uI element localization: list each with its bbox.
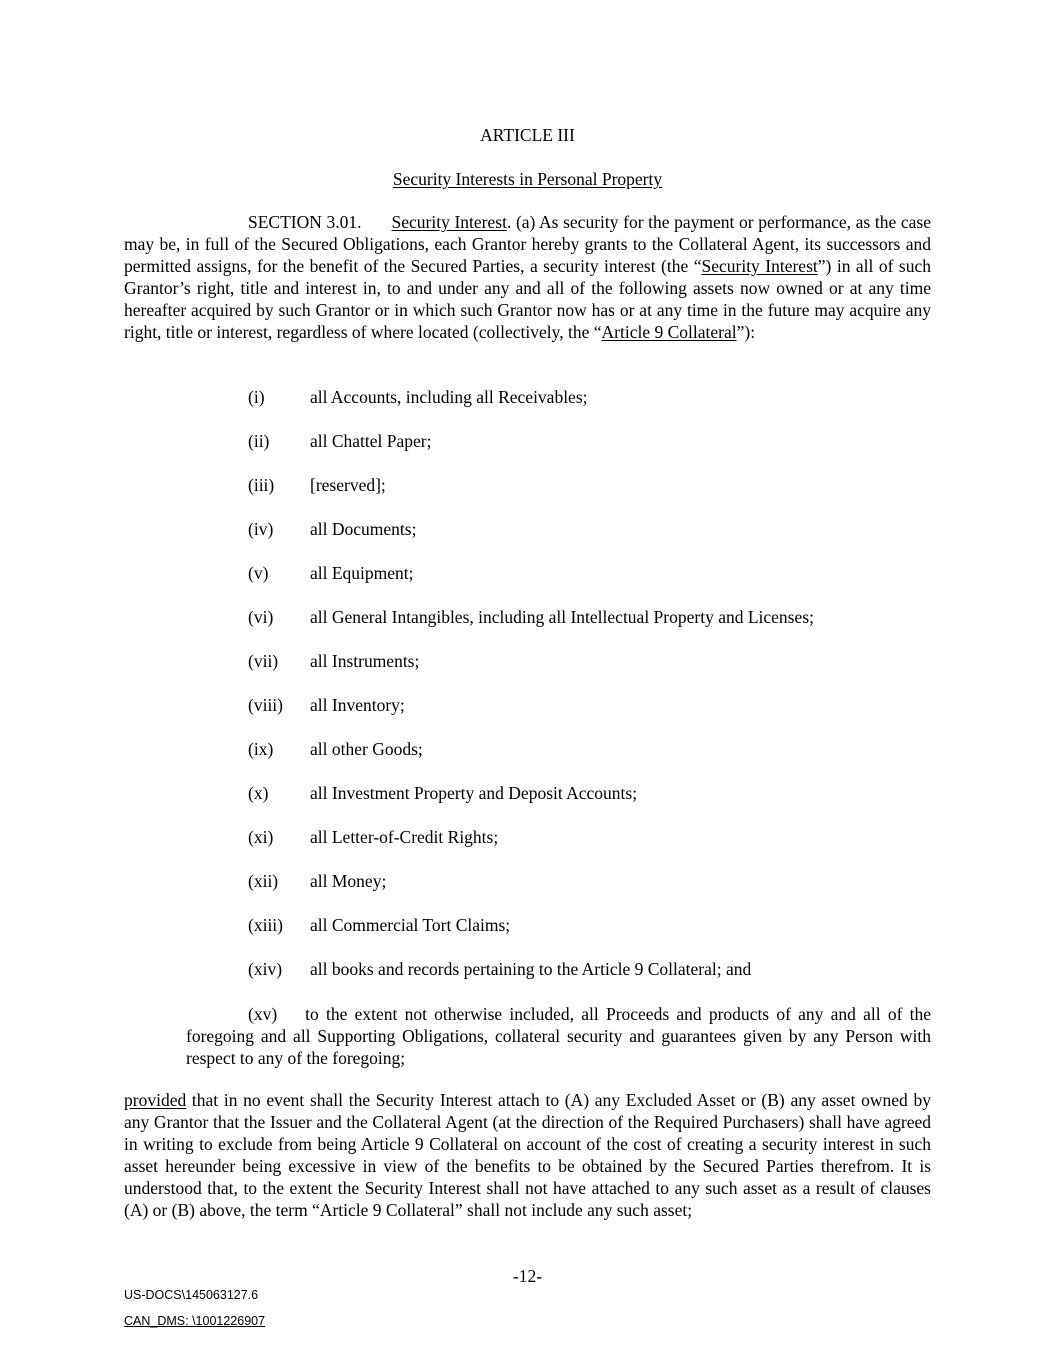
list-item-number: (vi) xyxy=(248,607,274,627)
list-item-text: all Commercial Tort Claims; xyxy=(310,915,511,935)
defined-term-security-interest: Security Interest xyxy=(701,256,818,276)
list-item-text: all Documents; xyxy=(310,519,417,539)
list-item-number: (xii) xyxy=(248,871,279,891)
list-item-text: all Money; xyxy=(310,871,387,891)
section-text-2: ”) in all of such Grantor’s right, title and interest in, to and under any and all of the following assets now owned or at any time hereafter acquired by such Grantor or in which such Grantor now has or at any time in the future may acquire any right, title or interest, regardless of where located (collectively, the “ xyxy=(124,256,932,342)
list-item xyxy=(248,650,948,672)
list-item-number: (xiv) xyxy=(248,959,283,979)
list-item xyxy=(248,562,948,584)
list-item-number: (xv) xyxy=(248,1004,278,1024)
list-item-number: (i) xyxy=(248,387,265,407)
list-item xyxy=(248,914,948,936)
list-item-number: (ix) xyxy=(248,739,274,759)
section-number: SECTION 3.01. xyxy=(248,212,362,232)
article-title: Security Interests in Personal Property xyxy=(392,169,663,189)
list-item-number: (viii) xyxy=(248,695,283,715)
list-item-number: (ii) xyxy=(248,431,270,451)
proviso-text: that in no event shall the Security Interest attach to (A) any Excluded Asset or (B) any asset owned by any Grantor that the Issuer and the Collateral Agent (at the direction of the Required Purchasers) shall have agreed in writing to exclude from being Article 9 Collateral on account of the cost of creating a security interest in such asset hereunder being excessive in view of the benefits to be obtained by the Secured Parties therefrom. It is understood that, to the extent the Security Interest shall not have attached to any such asset as a result of clauses (A) or (B) above, the term “Article 9 Collateral” shall not include any such asset; xyxy=(124,1090,931,1220)
section-text-1: . (a) As security for the payment or performance, as the case may be, in full of the Secured Obligations, each Grantor hereby grants to the Collateral Agent, its successors and permitted assigns, for the benefit of the Secured Parties, a security interest (the “ xyxy=(124,212,931,276)
list-item-text: all Accounts, including all Receivables; xyxy=(310,387,588,407)
section-title: Security Interest xyxy=(391,212,507,232)
list-item-text: all Letter-of-Credit Rights; xyxy=(310,827,499,847)
list-item xyxy=(248,386,948,408)
list-item-text: all Investment Property and Deposit Accounts; xyxy=(310,783,638,803)
section-text-3: ”): xyxy=(736,322,756,342)
list-item-text: all Chattel Paper; xyxy=(310,431,432,451)
list-item xyxy=(248,430,948,452)
list-item xyxy=(248,958,948,980)
article-heading: ARTICLE III xyxy=(480,125,575,145)
list-item xyxy=(248,870,948,892)
doc-id: US-DOCS\145063127.6 xyxy=(124,1288,259,1302)
list-item-text: all Inventory; xyxy=(310,695,405,715)
list-item xyxy=(248,606,948,628)
proviso-word: provided xyxy=(124,1090,187,1110)
list-item-text: [reserved]; xyxy=(310,475,386,495)
list-item xyxy=(248,738,948,760)
list-item-number: (v) xyxy=(248,563,269,583)
list-item-number: (xi) xyxy=(248,827,274,847)
list-item-number: (vii) xyxy=(248,651,279,671)
section-paragraph xyxy=(124,211,931,343)
list-item-text: all General Intangibles, including all Intellectual Property and Licenses; xyxy=(310,607,814,627)
list-item xyxy=(248,782,948,804)
list-item-text: all Equipment; xyxy=(310,563,414,583)
list-item-number: (iv) xyxy=(248,519,274,539)
list-item xyxy=(248,518,948,540)
list-item-number: (iii) xyxy=(248,475,275,495)
proviso-paragraph xyxy=(124,1089,931,1221)
page-number: -12- xyxy=(512,1266,543,1286)
list-item-number: (xiii) xyxy=(248,915,283,935)
list-item-text: all Instruments; xyxy=(310,651,420,671)
list-item-text: to the extent not otherwise included, all Proceeds and products of any and all of the foregoing and all Supporting Obligations, collateral security and guarantees given by any Person with respect to any of the foregoing; xyxy=(186,1004,931,1068)
list-item-text: all books and records pertaining to the Article 9 Collateral; and xyxy=(310,959,752,979)
list-item xyxy=(248,474,948,496)
list-item-number: (x) xyxy=(248,783,269,803)
defined-term-article-9-collateral: Article 9 Collateral xyxy=(601,322,737,342)
dms-id: CAN_DMS: \1001226907 xyxy=(124,1314,266,1328)
list-item-xv xyxy=(186,1003,931,1069)
list-item xyxy=(248,826,948,848)
list-item-text: all other Goods; xyxy=(310,739,423,759)
list-item xyxy=(248,694,948,716)
